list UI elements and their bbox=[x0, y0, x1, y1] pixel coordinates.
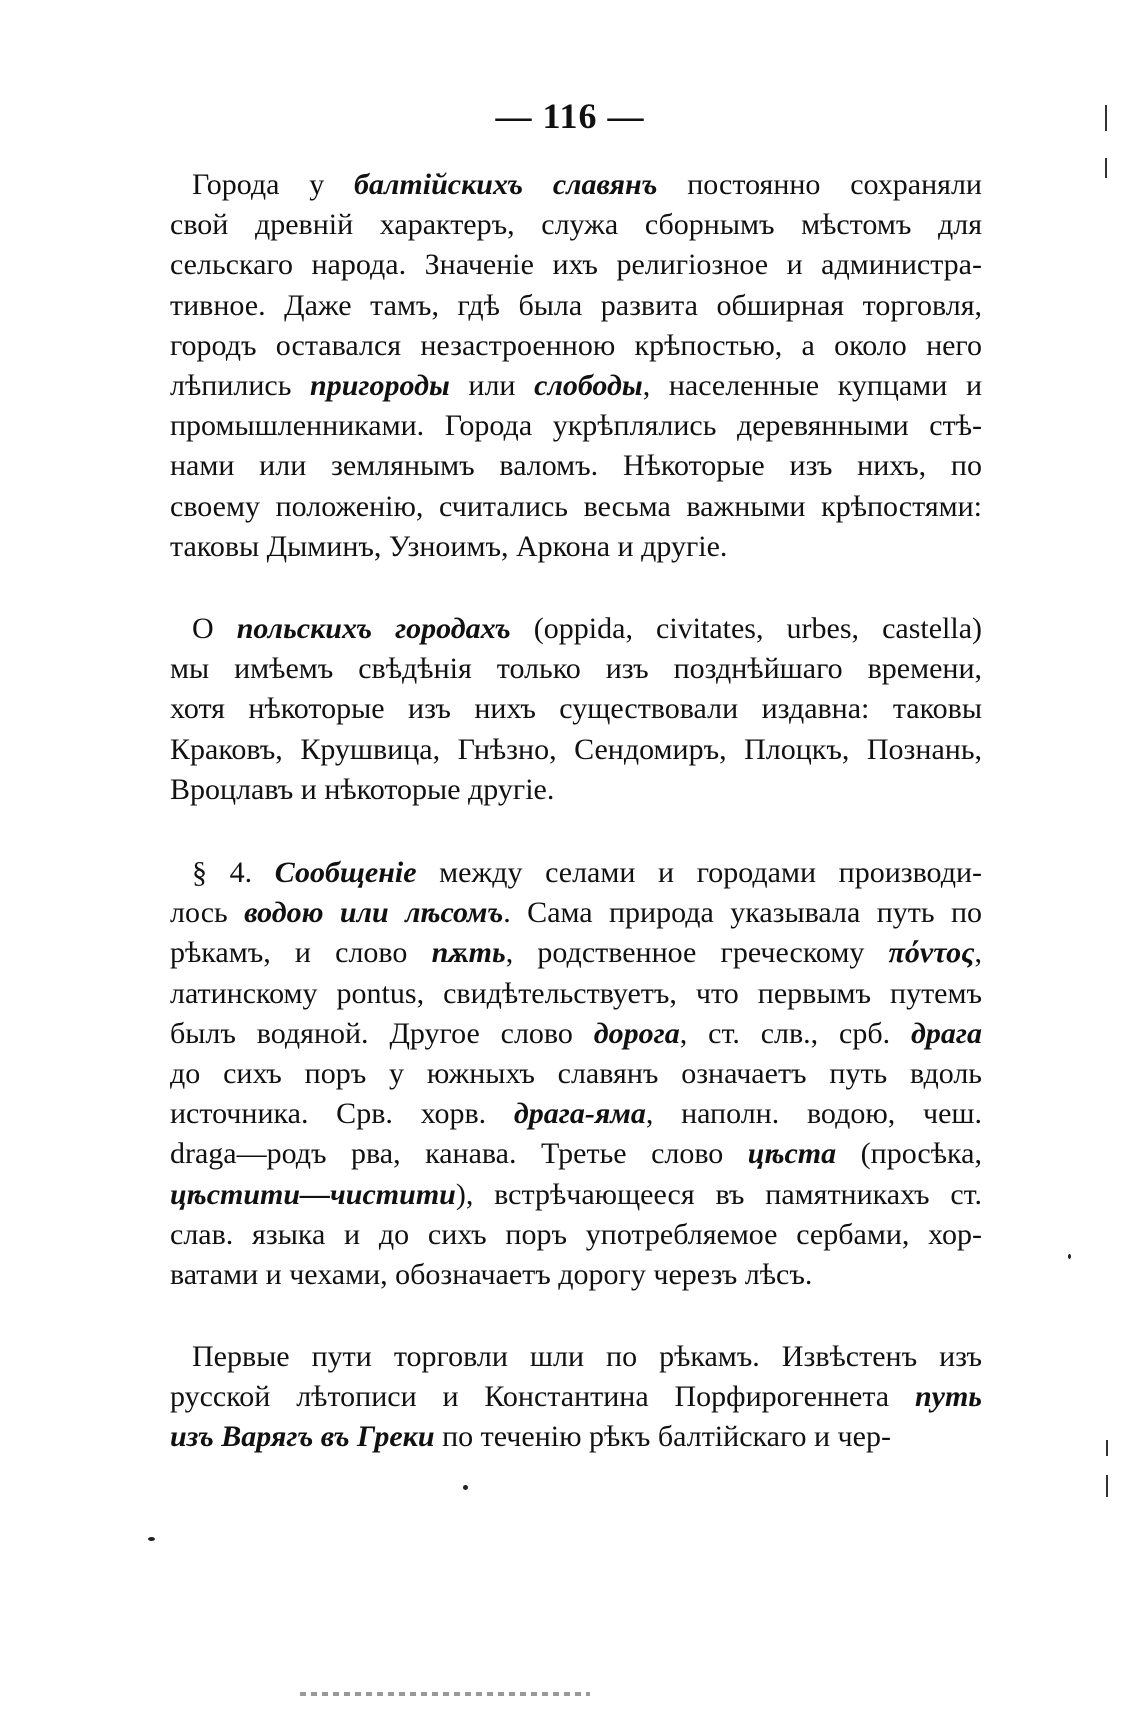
text-run: до сихъ поръ у южныхъ славянъ означаетъ путь вдоль bbox=[170, 1057, 982, 1091]
margin-mark bbox=[1106, 1440, 1108, 1456]
text-line bbox=[170, 286, 982, 326]
text-run: былъ водяной. Другое слово bbox=[170, 1016, 594, 1050]
emphasized-term: польскихъ городахъ bbox=[236, 612, 511, 645]
text-run: , ст. слв., срб. bbox=[679, 1016, 912, 1050]
text-run: Города у bbox=[192, 168, 355, 201]
emphasized-term: Сообщеніе bbox=[274, 856, 417, 889]
bleed-through-text bbox=[300, 1692, 590, 1696]
text-line bbox=[170, 326, 982, 366]
text-run: между селами и городами производи- bbox=[416, 856, 983, 889]
text-run: латинскому pontus, свидѣтельствуетъ, что первымъ путемъ bbox=[170, 976, 982, 1010]
emphasized-term: пѫть bbox=[431, 936, 506, 970]
text-run: русской лѣтописи и Константина Порфирогеннета bbox=[170, 1380, 915, 1414]
ink-speck bbox=[463, 1485, 468, 1490]
text-run: сельскаго народа. Значеніе ихъ религіозное и администра- bbox=[170, 248, 982, 282]
text-run: . Сама природа указывала путь по bbox=[503, 896, 982, 930]
paragraph-polish-cities bbox=[170, 609, 982, 810]
text-line bbox=[170, 609, 982, 649]
text-line bbox=[170, 1377, 982, 1417]
emphasized-term: цѣстити—чистити bbox=[170, 1177, 456, 1211]
text-line bbox=[170, 446, 982, 486]
margin-mark bbox=[1106, 1475, 1108, 1497]
emphasized-term: слободы bbox=[534, 369, 643, 403]
text-run: своему положенію, считались весьма важными крѣпостями: bbox=[170, 489, 982, 523]
emphasized-term: путь bbox=[914, 1380, 982, 1414]
margin-mark bbox=[1105, 105, 1107, 131]
text-run: мы имѣемъ свѣдѣнія только изъ позднѣйшаго времени, bbox=[170, 652, 982, 686]
paragraph-trade-routes bbox=[170, 1337, 982, 1458]
emphasized-term: балтійскихъ славянъ bbox=[354, 168, 658, 201]
text-run: свой древній характеръ, служа сборнымъ мѣстомъ для bbox=[170, 208, 982, 242]
emphasized-term: πόντος bbox=[888, 936, 975, 970]
paragraph-section-4-communication bbox=[170, 853, 982, 1295]
text-run: Краковъ, Крушвица, Гнѣзно, Сендомиръ, Плоцкъ, Познань, bbox=[170, 732, 982, 766]
text-line bbox=[170, 165, 982, 205]
text-run: источника. Срв. хорв. bbox=[170, 1097, 514, 1131]
text-line bbox=[170, 1054, 982, 1094]
text-line bbox=[170, 1094, 982, 1134]
text-line bbox=[170, 205, 982, 245]
text-line bbox=[170, 689, 982, 729]
text-line bbox=[170, 933, 982, 973]
page-number: — 116 — bbox=[495, 96, 645, 136]
text-line bbox=[170, 1134, 982, 1174]
text-run: Вроцлавъ и нѣкоторые другіе. bbox=[170, 772, 555, 806]
text-line bbox=[170, 853, 982, 893]
text-run: хотя нѣкоторые изъ нихъ существовали издавна: таковы bbox=[170, 692, 982, 726]
text-line bbox=[170, 487, 982, 527]
text-line bbox=[170, 1255, 982, 1295]
text-run: draga—родъ рва, канава. Третье слово bbox=[170, 1137, 748, 1171]
text-line bbox=[170, 1337, 982, 1377]
text-line bbox=[170, 649, 982, 689]
text-run: Первые пути торговли шли по рѣкамъ. Извѣстенъ изъ bbox=[192, 1340, 982, 1373]
text-run: тивное. Даже тамъ, гдѣ была развита обширная торговля, bbox=[170, 288, 982, 322]
text-line bbox=[170, 1215, 982, 1255]
text-line bbox=[170, 1014, 982, 1054]
text-run: ), встрѣчающееся въ памятникахъ ст. bbox=[455, 1177, 982, 1211]
text-run: , bbox=[974, 936, 982, 970]
margin-mark bbox=[1105, 158, 1107, 178]
text-line bbox=[170, 1417, 982, 1457]
emphasized-term: дорога bbox=[593, 1016, 680, 1050]
paragraph-baltic-cities bbox=[170, 165, 982, 567]
text-run: по теченію рѣкъ балтійскаго и чер- bbox=[434, 1420, 891, 1454]
text-line bbox=[170, 406, 982, 446]
text-run: (просѣка, bbox=[836, 1137, 982, 1171]
ink-speck bbox=[1068, 1254, 1071, 1259]
emphasized-term: драга-яма bbox=[513, 1097, 646, 1131]
text-run: слав. языка и до сихъ поръ употребляемое сербами, хор- bbox=[170, 1217, 982, 1251]
text-run: нами или землянымъ валомъ. Нѣкоторые изъ нихъ, по bbox=[170, 449, 982, 483]
text-run: ватами и чехами, обозначаетъ дорогу черезъ лѣсъ. bbox=[170, 1258, 813, 1292]
text-run: лось bbox=[170, 896, 245, 930]
emphasized-term: изъ Варягъ въ Греки bbox=[170, 1420, 435, 1454]
text-line bbox=[170, 893, 982, 933]
text-run: , населенные купцами и bbox=[642, 369, 982, 403]
text-run: промышленниками. Города укрѣплялись деревянными стѣ- bbox=[170, 409, 982, 443]
emphasized-term: цѣста bbox=[747, 1137, 837, 1171]
text-run: постоянно сохраняли bbox=[657, 168, 982, 201]
text-run: таковы Дыминъ, Узноимъ, Аркона и другіе. bbox=[170, 529, 728, 563]
text-line bbox=[170, 527, 982, 567]
text-run: лѣпились bbox=[170, 369, 311, 403]
text-run: рѣкамъ, и слово bbox=[170, 936, 432, 970]
emphasized-term: водою или лѣсомъ bbox=[244, 896, 504, 930]
text-run: , наполн. водою, чеш. bbox=[645, 1097, 982, 1131]
text-line bbox=[170, 730, 982, 770]
text-line bbox=[170, 974, 982, 1014]
text-line bbox=[170, 770, 982, 810]
text-line bbox=[170, 245, 982, 285]
text-line bbox=[170, 1175, 982, 1215]
ink-speck bbox=[148, 1537, 155, 1541]
text-run: , родственное греческому bbox=[505, 936, 889, 970]
text-run: О bbox=[192, 612, 237, 645]
text-run: или bbox=[449, 369, 535, 403]
text-run: § 4. bbox=[192, 856, 275, 889]
text-line bbox=[170, 366, 982, 406]
text-run: городъ оставался незастроенною крѣпостью, а около него bbox=[170, 328, 982, 362]
text-run: (oppida, civitates, urbes, castella) bbox=[510, 612, 982, 645]
emphasized-term: драга bbox=[911, 1016, 982, 1050]
emphasized-term: пригороды bbox=[310, 369, 450, 403]
